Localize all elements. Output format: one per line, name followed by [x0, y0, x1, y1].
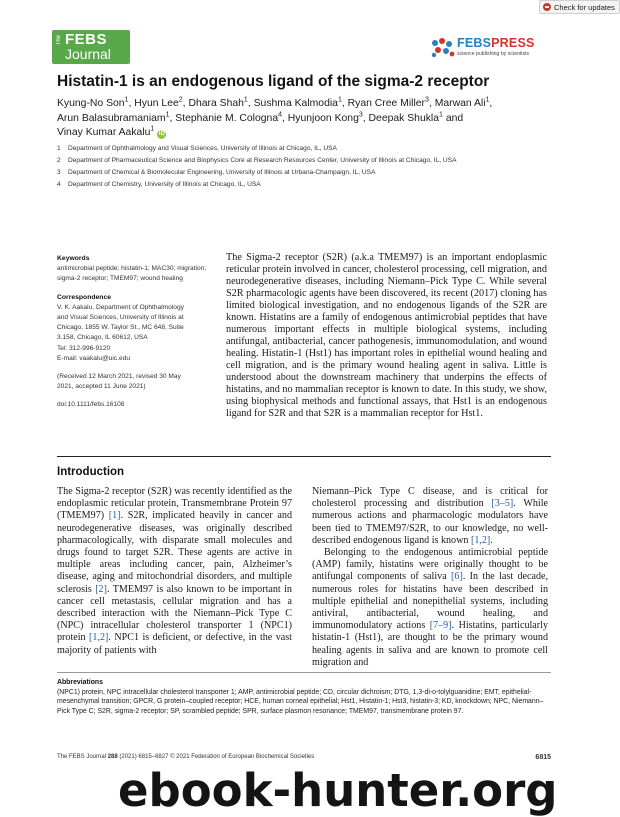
author-affiliation-mark: 1 [243, 96, 248, 104]
press-tagline: science publishing by scientists [457, 51, 530, 57]
body-text: . TMEM97 is also known to be important in cancer cell metastasis, cellular migration and has a described interaction with the Niemann–Pick Type C (NPC) intracellular cholesterol transporter 1 (NPC1) protein [57, 583, 292, 644]
author-separator: , [341, 98, 348, 109]
febs-journal-logo [52, 30, 130, 64]
body-text: Belonging to the endogenous antimicrobial peptide (AMP) family, histatins were originally thought to be antifungal components of saliva [312, 547, 548, 583]
received-dates [57, 372, 220, 392]
febs-press-logo [430, 34, 540, 62]
correspondence-heading: Correspondence [57, 293, 112, 301]
section-divider [57, 456, 551, 457]
author-name: Vinay Kumar Aakalu [57, 127, 151, 139]
correspondence-line: 3.158, Chicago, IL 60612, USA [57, 334, 148, 342]
author-name: Hyun Lee [134, 98, 179, 109]
correspondence-line: E-mail: vaakalu@uic.edu [57, 354, 131, 362]
logo-the: The [56, 35, 62, 46]
article-info-sidebar [57, 254, 220, 419]
body-text: . [490, 534, 493, 546]
affiliation-row [57, 167, 577, 179]
author-affiliation-mark: 2 [178, 96, 183, 104]
correspondence-line: and Visual Sciences, University of Illinois at [57, 314, 184, 322]
author-name: Marwan Ali [434, 98, 486, 109]
press-name: FEBSPRESS [457, 36, 535, 50]
abstract: The Sigma-2 receptor (S2R) (a.k.a TMEM97) is an important endoplasmic reticular protein involved in cancer, cholesterol processing, cell migration, and neurodegenerative diseases, including Niemann–Pick Type C. While several S2R pharmacologic agents have been discovered, its recent (2017) cloning has limited biological investigation, and no endogenous ligands of the S2R are known. Histatins are a family of endogenous antimicrobial peptides that have numerous important effects in multiple biological systems, including antifungal, antibacterial, cancer pathogenesis, immunomodulation, and wound healing. Histatin-1 (Hst1) has important roles in epithelial wound healing and cell migration, and is the primary wound healing agent in saliva. Little is understood about the downstream machinery that underpins the effects of histatins, and no mammalian receptor is known to date. In this study, we show, using biophysical methods and functional assays, that Hst1 is an endogenous ligand for S2R and that S2R is a mammalian receptor for Hst1. [226, 252, 547, 419]
author-separator: , [282, 112, 288, 124]
affiliation-number: 4 [57, 181, 61, 188]
body-text: . While numerous actions and pharmacologic modulators have been tied to TMEM97/S2R, to our knowledge, no well-described endogenous ligand is known [312, 498, 548, 546]
doi-link[interactable]: doi:10.1111/febs.16108 [57, 401, 125, 409]
affiliation-list [57, 143, 577, 191]
author-affiliation-mark: 3 [425, 96, 429, 104]
body-text: Niemann–Pick Type C disease, and is critical for cholesterol processing and distribution [312, 486, 548, 510]
author-affiliation-mark: 1 [165, 111, 170, 119]
author-affiliation-mark: 1 [337, 96, 342, 104]
author-name: Hyunjoon Kong [287, 112, 359, 124]
author-name: Stephanie M. Cologna [175, 112, 279, 124]
author-list [57, 97, 557, 141]
author-separator: , [489, 98, 493, 109]
correspondence-line: V. K. Aakalu, Department of Ophthalmology [57, 303, 184, 311]
footer-citation-b: (2021) 6815–6827 © 2021 Federation of European Biochemical Societies [117, 754, 315, 760]
affiliation-row [57, 155, 577, 167]
author-separator: and [442, 112, 464, 124]
page-footer [57, 754, 551, 760]
citation-link[interactable]: [1,2] [89, 632, 109, 644]
orcid-icon[interactable]: iD [158, 131, 165, 138]
citation-link[interactable]: [1] [108, 510, 121, 522]
check-for-updates-label: Check for updates [554, 2, 615, 12]
author-affiliation-mark: 1 [150, 125, 155, 133]
author-affiliation-mark: 1 [124, 96, 129, 104]
update-icon [543, 3, 551, 11]
intro-paragraph [312, 486, 548, 547]
check-for-updates-badge[interactable] [539, 0, 620, 14]
watermark-text: ebook-hunter.org [118, 764, 558, 817]
affiliation-text: Department of Chemistry, University of Illinois at Chicago, IL, USA [68, 181, 261, 188]
page-number: 6815 [535, 754, 551, 761]
author-separator: , [428, 98, 435, 109]
body-text: . S2R, implicated heavily in cancer and neurodegenerative diseases, was originally described pharmacologically, with disparate small molecules and drugs found to target S2R. These agents are active in multiple areas including cancer, pain, Alzheimer’s disease, aging and mitochondrial disorders, and multiple sclerosis [57, 510, 292, 595]
author-name: Dhara Shah [188, 98, 244, 109]
intro-column-right [312, 486, 548, 669]
received-line: 2021, accepted 11 June 2021) [57, 383, 146, 391]
intro-paragraph [312, 547, 548, 669]
affiliation-text: Department of Chemical & Biomolecular Engineering, University of Illinois at Urbana-Champaign, IL, USA [68, 169, 376, 176]
author-name: Ryan Cree Miller [347, 98, 425, 109]
keywords-heading: Keywords [57, 255, 90, 262]
logo-febs: FEBS [65, 31, 108, 48]
body-text: The Sigma-2 receptor (S2R) was recently identified as the endoplasmic reticular protein, Transmembrane Protein 97 (TMEM97) [57, 486, 292, 522]
author-separator: , [182, 98, 189, 109]
intro-paragraph [57, 486, 292, 657]
citation-link[interactable]: [6] [451, 571, 463, 583]
author-separator: , [247, 98, 254, 109]
citation-link[interactable]: [3–5] [491, 498, 514, 510]
keywords-text: antimicrobial peptide; histatin-1; MAC30; migration; sigma-2 receptor; TMEM97; wound healing [57, 265, 207, 283]
correspondence-text [57, 303, 220, 364]
author-name: Kyung-No Son [57, 98, 125, 109]
author-name: Sushma Kalmodia [253, 98, 338, 109]
citation-link[interactable]: [1,2] [470, 534, 491, 546]
affiliation-row [57, 179, 577, 191]
intro-column-left [57, 486, 292, 657]
correspondence-line: Chicago, 1855 W. Taylor St., MC 648, Suite [57, 324, 184, 332]
author-name: Arun Balasubramaniam [57, 112, 166, 124]
affiliation-row [57, 143, 577, 155]
affiliation-number: 2 [57, 157, 61, 164]
author-affiliation-mark: 3 [358, 111, 363, 119]
citation-link[interactable]: [7–9] [429, 620, 452, 632]
abbreviations-text: (NPC1) protein, NPC intracellular cholesterol transporter 1; AMP, antimicrobial peptide; CD, circular dichroism; DTG, 1,3-di-o-tolylguanidine; EMT, epithelial-mesenchymal transition; GPCR, G protein–coupled receptor; HCE, human corneal epithelial; Hst1, Histatin-1; Hst3, histatin-3; KD, knockdown; NPC, Niemann–Pick Type C; S2R, sigma-2 receptor; SP, scrambled peptide; SPR, surface plasmon resonance; TMEM97, transmembrane protein 97. [57, 688, 544, 715]
abbreviations-divider [57, 672, 551, 673]
footer-volume: 288 [107, 754, 118, 760]
introduction-heading: Introduction [57, 466, 125, 478]
body-text: . NPC1 is deficient, or defective, in the vast majority of patients with [57, 632, 292, 656]
author-affiliation-mark: 1 [485, 96, 490, 104]
abbreviations-heading: Abbreviations [57, 679, 103, 686]
author-separator: , [362, 112, 369, 124]
author-affiliation-mark: 4 [278, 111, 283, 119]
body-text: . Histatins, particularly histatin-1 (Hst1), are thought to be the primary wound healing agents in saliva and are known to promote cell migration and [312, 620, 548, 668]
author-separator: , [128, 98, 135, 109]
author-name: Deepak Shukla [368, 112, 440, 124]
affiliation-text: Department of Ophthalmology and Visual Sciences, University of Illinois at Chicago, IL, USA [68, 145, 337, 152]
author-separator: , [169, 112, 176, 124]
febs-press-balls-icon [430, 37, 456, 59]
logo-journal: Journal [65, 46, 111, 62]
correspondence-line: Tel: 312-996-9120 [57, 344, 111, 352]
footer-citation-a: The FEBS Journal [57, 754, 108, 760]
affiliation-text: Department of Pharmaceutical Science and Biophysics Core at Research Resources Center, University of Illinois at Chicago, IL, USA [68, 157, 457, 164]
citation-link[interactable]: [2] [95, 583, 107, 595]
article-title: Histatin-1 is an endogenous ligand of the sigma-2 receptor [57, 73, 490, 90]
affiliation-number: 1 [57, 145, 61, 152]
body-text: . In the last decade, numerous roles for histatins have been described in multiple epithelial and nonepithelial systems, including antiviral, antibacterial, wound healing, and immunomodulatory actions [312, 571, 548, 632]
received-line: (Received 12 March 2021, revised 30 May [57, 373, 181, 381]
author-affiliation-mark: 1 [439, 111, 443, 119]
abbreviations-block [57, 678, 551, 716]
affiliation-number: 3 [57, 169, 61, 176]
